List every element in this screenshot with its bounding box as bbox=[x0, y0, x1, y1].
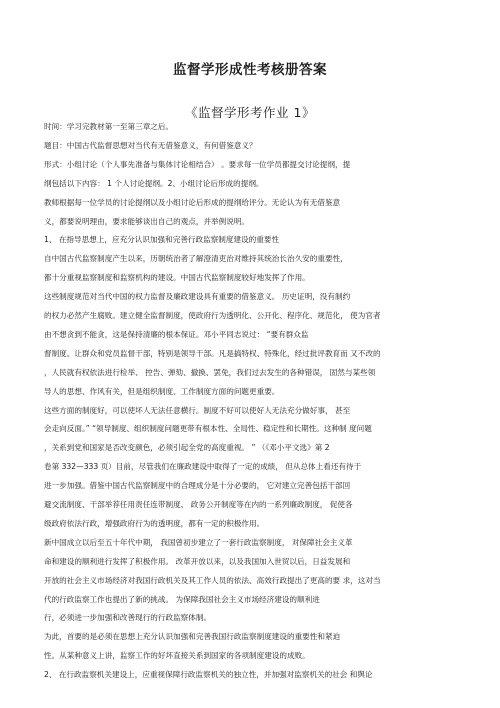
body-line: 会走向反面。” “领导制度、组织制度问题更带有根本性、全局性、稳定性和长期性。这种制 度问题 bbox=[44, 424, 372, 434]
body-line: 2、 在行政监察机关建设上，应重视保障行政监察机关的独立性，并加强对监察机关的社会 和舆论 bbox=[44, 670, 373, 680]
body-line: 开放的社会主义市场经济对我国行政机关及其工作人员的依法、高效行政提出了更高的要 求，这对当 bbox=[44, 575, 381, 585]
body-line: ，人民就有权依法进行检举、 控告、弹劾、撤换、罢免，我们过去发生的各种错误， 固然与某些领 bbox=[44, 367, 376, 377]
body-line: 新中国成立以后至五十年代中期， 我国曾初步建立了一套行政监察制度， 对保障社会主义革 bbox=[44, 537, 353, 547]
body-line: 导人的思想、作风有关，但是组织制度、工作制度方面的问题更重要。 bbox=[44, 386, 280, 396]
body-line: 性。从某种意义上讲，监察工作的好坏直接关系到国家的各项制度建设的成败。 bbox=[44, 651, 310, 661]
body-line: 形式：小组讨论（个人事先准备与集体讨论相结合） 。要求每一位学员都提交讨论提纲，提 bbox=[44, 159, 351, 169]
body-line: 都十分重视监察制度和监察机构的建设。中国古代监察制度较好地发挥了作用。 bbox=[44, 273, 310, 283]
body-line: 行，必须进一步加强和改善现行的行政监察体制。 bbox=[44, 613, 212, 623]
document-title: 监督学形成性考核册答案 bbox=[173, 62, 327, 78]
body-line: 这些制度规范对当代中国的权力监督及廉政建设具有重要的借鉴意义。 历史证明，没有制约 bbox=[44, 292, 351, 302]
body-line: 纲包括以下内容： 1 个人讨论提纲。2、小组讨论后形成的提纲。 bbox=[44, 178, 264, 188]
body-line: 督制度。让群众和党员监督干部，特别是领导干部。凡是搞特权、特殊化，经过批评教育而 又不改的 bbox=[44, 348, 381, 358]
body-line: 自中国古代监察制度产生以来，历朝统治者了解澄清吏治对维持其统治长治久安的重要性， bbox=[44, 254, 348, 264]
body-line: 由不想贪到不能贪，这是保持清廉的根本保证。邓小平同志说过： “要有群众监 bbox=[44, 329, 309, 339]
body-line: 教师根据每一位学员的讨论提纲以及小组讨论后形成的提纲给评分。无论认为有无借鉴意 bbox=[44, 197, 341, 207]
body-line: 这些方面的制度好，可以使坏人无法任意横行。制度不好可以使好人无法充分做好事， 甚至 bbox=[44, 405, 351, 415]
body-line: 时间：学习完教材第一至第三章之后。 bbox=[44, 122, 174, 131]
body-line: 题目：中国古代监督思想对当代有无借鉴意义，有何借鉴意义？ bbox=[44, 140, 257, 150]
body-line: 级政府依法行政，增强政府行为的透明度，都有一定的积极作用。 bbox=[44, 518, 265, 528]
body-line: 为此，首要的是必须在思想上充分认识加强和完善我国行政监察制度建设的重要性和紧迫 bbox=[44, 632, 341, 642]
body-line: 命和建设的顺利进行发挥了积极作用。 改革开放以来，以及我国加入世贸以后，日益发展和 bbox=[44, 556, 351, 566]
body-line: ，关系到党和国家是否改变颜色，必须引起全党的高度重视。 ” （《邓小平文选》第 2 bbox=[44, 443, 330, 453]
body-line: 代的行政监察工作也提出了新的挑战。 为保障我国社会主义市场经济建设的顺利进 bbox=[44, 594, 320, 604]
body-line: 卷第 332—333 页）目前，尽管我们在廉政建设中取得了一定的成绩， 但从总体上看还有待于 bbox=[44, 462, 362, 472]
assignment-subtitle: 《监督学形考作业 1》 bbox=[185, 105, 315, 120]
body-line: 义，都要说明理由，要求能够谈出自己的观点，并举例说明。 bbox=[44, 216, 250, 226]
body-line: 的权力必然产生腐败。建立健全监督制度，使政府行为透明化、公开化、程序化、规范化， 使为官者 bbox=[44, 311, 381, 320]
body-line: 1、 在指导思想上，应充分认识加强和完善行政监察制度建设的重要性 bbox=[44, 235, 280, 245]
body-line: 进一步加强。借鉴中国古代监察制度中的合理成分是十分必要的， 它对建立完善包括干部回 bbox=[44, 481, 351, 491]
body-line: 避交流制度、干部举荐任用责任连带制度、 政务公开制度等在内的一系列廉政制度， 促使各 bbox=[44, 500, 353, 509]
